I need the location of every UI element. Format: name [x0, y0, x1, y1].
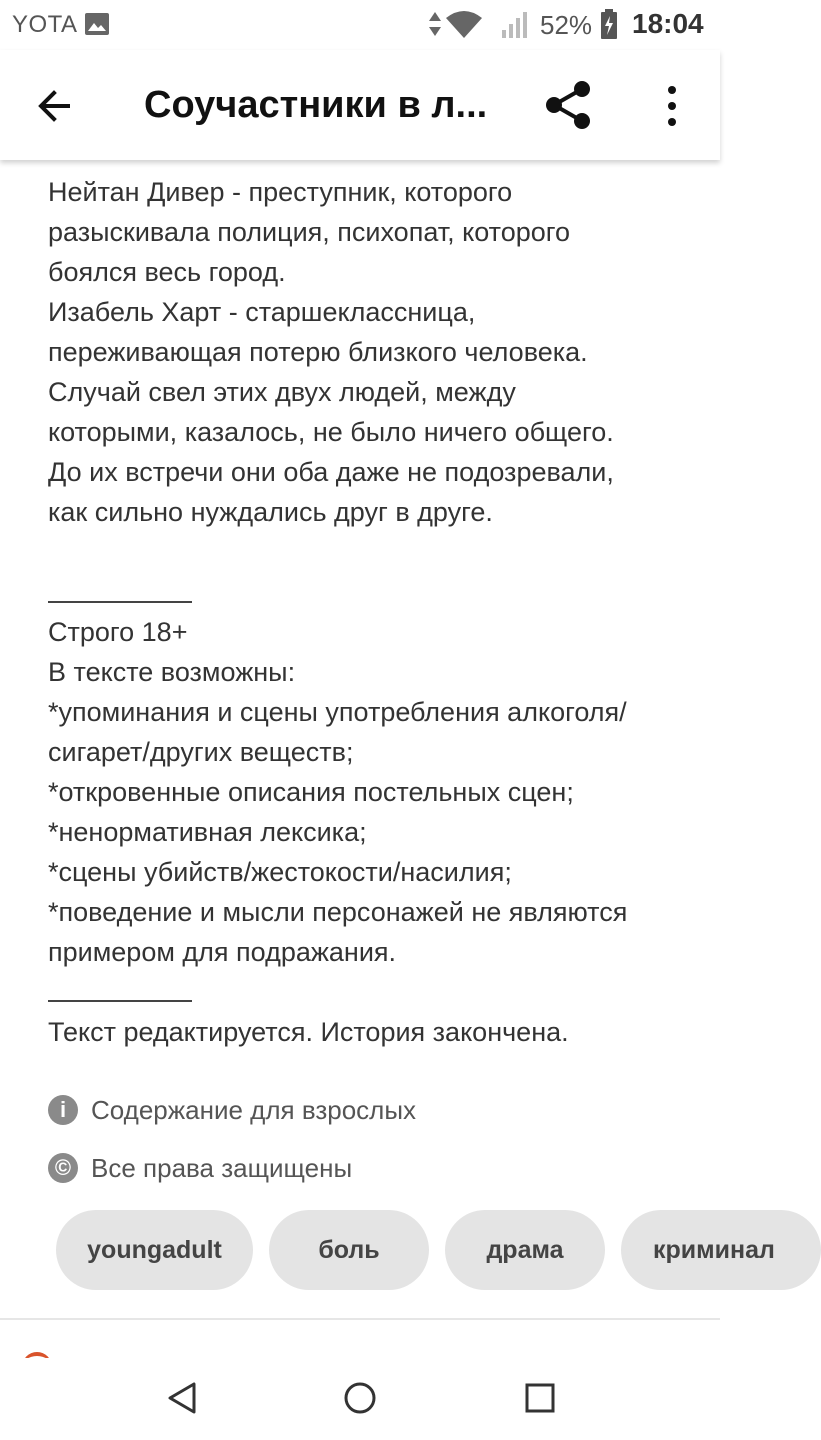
status-line: Текст редактируется. История закончена. — [48, 1017, 569, 1047]
story-description — [48, 172, 688, 532]
gallery-icon — [84, 12, 110, 36]
description-line: которыми, казалось, не было ничего общего. — [48, 417, 614, 447]
status-bar — [0, 0, 720, 50]
warning-line: *сцены убийств/жестокости/насилия; — [48, 857, 512, 887]
content-warning — [48, 612, 688, 972]
description-line: Нейтан Дивер - преступник, которого — [48, 177, 513, 207]
battery-charging-icon — [600, 9, 618, 39]
warning-line: примером для подражания. — [48, 937, 397, 967]
mature-content-row — [48, 1093, 416, 1127]
share-icon[interactable] — [540, 78, 596, 132]
description-line: До их встречи они оба даже не подозревали, — [48, 457, 614, 487]
tag-chip[interactable]: драма — [445, 1210, 605, 1290]
app-bar — [0, 50, 720, 160]
description-line: переживающая потерю близкого человека. — [48, 337, 588, 367]
divider-line — [48, 601, 192, 603]
warning-line: *упоминания и сцены употребления алкоголя/ — [48, 697, 627, 727]
description-line: как сильно нуждались друг в друге. — [48, 497, 493, 527]
signal-icon — [500, 10, 528, 38]
story-status — [48, 1012, 688, 1052]
warning-line: В тексте возможны: — [48, 657, 296, 687]
section-divider — [0, 1318, 720, 1320]
description-line: разыскивала полиция, психопат, которого — [48, 217, 571, 247]
mature-content-label: Содержание для взрослых — [91, 1094, 417, 1125]
copyright-label: Все права защищены — [91, 1152, 353, 1183]
copyright-row — [48, 1151, 352, 1185]
warning-line: *ненормативная лексика; — [48, 817, 367, 847]
tag-chip[interactable]: боль — [269, 1210, 429, 1290]
carrier-label: YOTA — [12, 11, 78, 38]
back-arrow-icon[interactable] — [28, 80, 80, 132]
data-arrows-icon — [428, 8, 442, 40]
clock: 18:04 — [632, 8, 704, 39]
battery-percent: 52% — [540, 10, 593, 40]
more-vert-icon[interactable] — [652, 80, 692, 132]
tag-list — [56, 1210, 775, 1290]
info-icon: i — [48, 1095, 78, 1125]
wifi-icon — [445, 10, 483, 40]
divider-line — [48, 1000, 192, 1002]
tag-chip[interactable]: криминал — [621, 1210, 821, 1290]
description-line: Случай свел этих двух людей, между — [48, 377, 516, 407]
warning-line: сигарет/других веществ; — [48, 737, 354, 767]
warning-line: *поведение и мысли персонажей не являются — [48, 897, 628, 927]
nav-back-icon[interactable] — [164, 1380, 200, 1416]
warning-line: Строго 18+ — [48, 617, 188, 647]
story-title: Соучастники в л... — [144, 84, 488, 126]
nav-home-icon[interactable] — [342, 1380, 378, 1416]
warning-line: *откровенные описания постельных сцен; — [48, 777, 574, 807]
nav-recents-icon[interactable] — [524, 1382, 556, 1414]
copyright-icon: © — [48, 1153, 78, 1183]
description-line: Изабель Харт - старшеклассница, — [48, 297, 476, 327]
system-nav-bar — [0, 1358, 720, 1440]
description-line: боялся весь город. — [48, 257, 286, 287]
tag-chip[interactable]: youngadult — [56, 1210, 253, 1290]
